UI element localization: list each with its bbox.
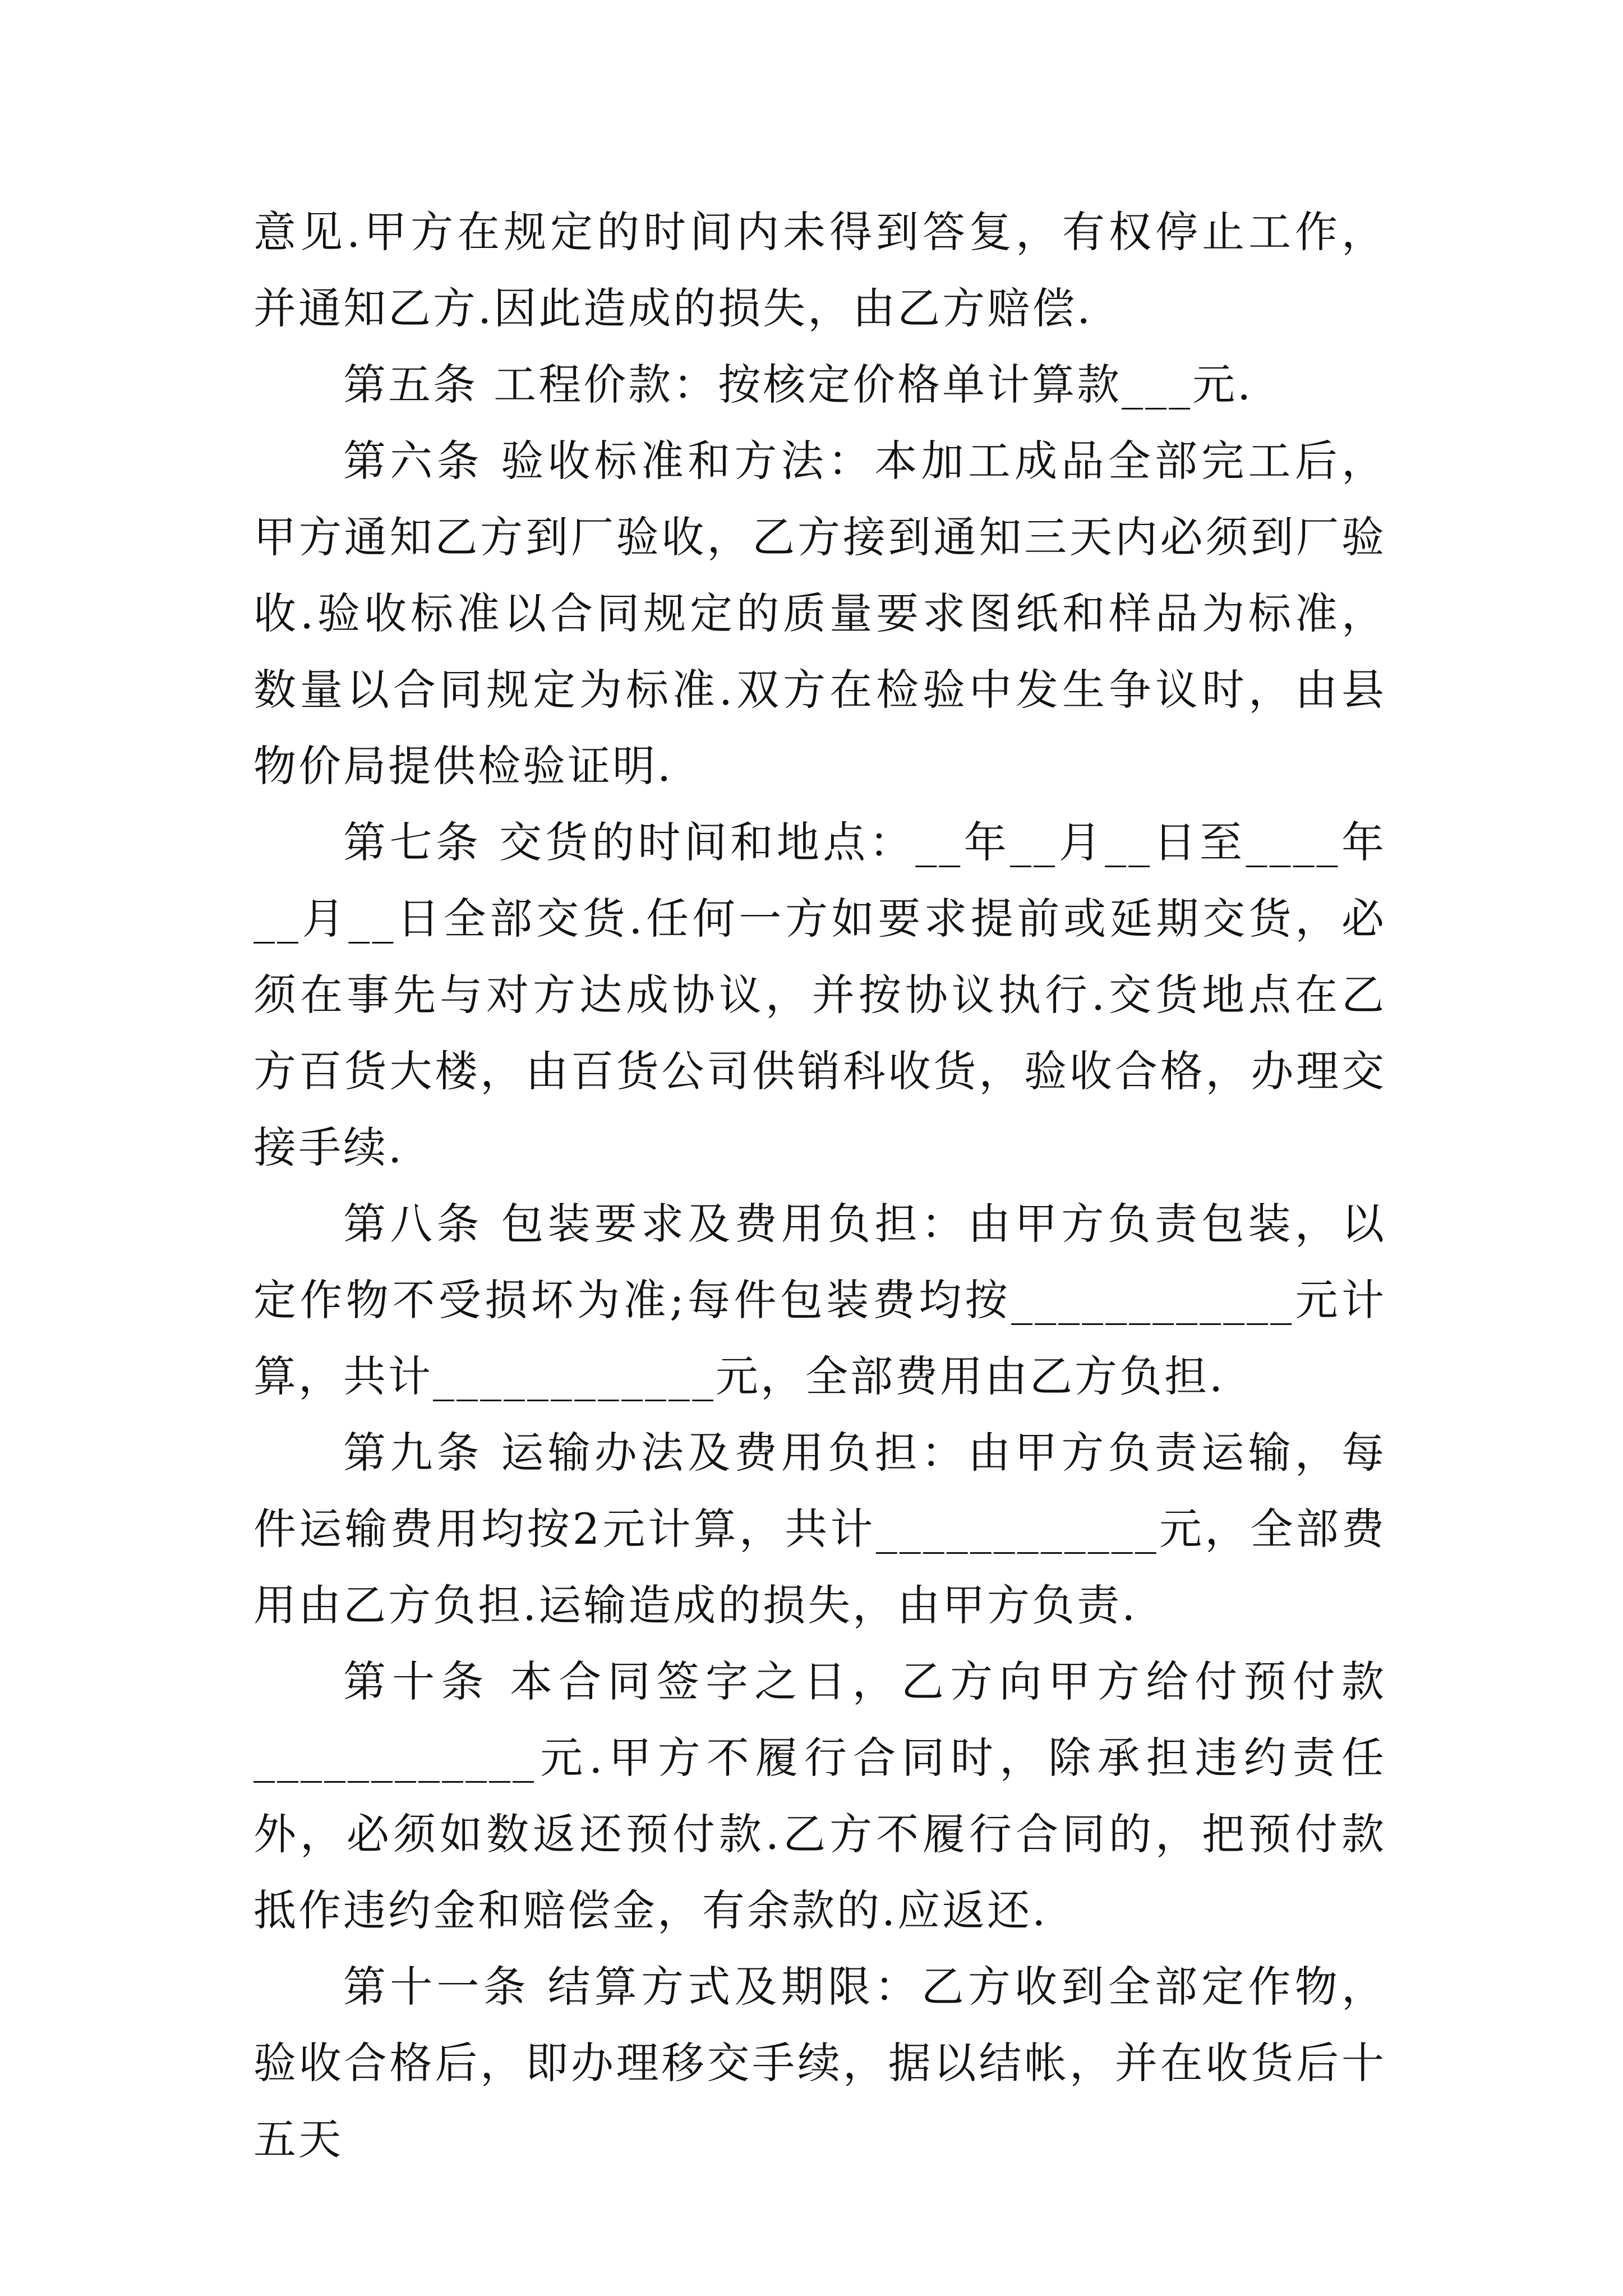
article-11-paragraph: 第十一条 结算方式及期限：乙方收到全部定作物，验收合格后，即办理移交手续，据以结帐，并在收货后十五天 — [253, 1962, 1386, 2164]
contract-text — [253, 194, 1386, 2178]
article-8-paragraph: 第八条 包装要求及费用负担：由甲方负责包装，以定作物不受损坏为准;每件包装费均按____________元计算，共计____________元，全部费用由乙方负担. — [253, 1199, 1386, 1401]
paragraph-continuation: 意见.甲方在规定的时间内未得到答复，有权停止工作，并通知乙方.因此造成的损失，由乙方赔偿. — [253, 207, 1386, 333]
article-6-paragraph: 第六条 验收标准和方法：本加工成品全部完工后，甲方通知乙方到厂验收，乙方接到通知三天内必须到厂验收.验收标准以合同规定的质量要求图纸和样品为标准，数量以合同规定为标准.双方在检验中发生争议时，由县物价局提供检验证明. — [253, 436, 1386, 791]
article-5-paragraph: 第五条 工程价款：按核定价格单计算款___元. — [343, 360, 1253, 409]
article-10-paragraph: 第十条 本合同签字之日，乙方向甲方给付预付款____________元.甲方不履行合同时，除承担违约责任外，必须如数返还预付款.乙方不履行合同的，把预付款抵作违约金和赔偿金，有余款的.应返还. — [253, 1657, 1386, 1935]
article-9-paragraph: 第九条 运输办法及费用负担：由甲方负责运输，每件运输费用均按2元计算，共计____________元，全部费用由乙方负担.运输造成的损失，由甲方负责. — [253, 1428, 1386, 1630]
article-7-paragraph: 第七条 交货的时间和地点：__年__月__日至____年__月__日全部交货.任何一方如要求提前或延期交货，必须在事先与对方达成协议，并按协议执行.交货地点在乙方百货大楼，由百货公司供销科收货，验收合格，办理交接手续. — [253, 817, 1386, 1172]
